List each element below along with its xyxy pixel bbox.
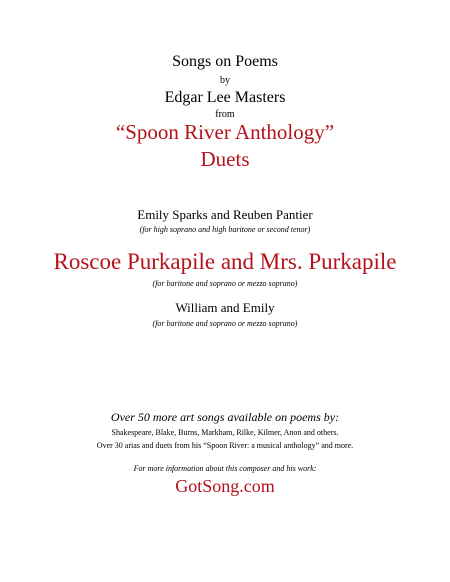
anthology-title: “Spoon River Anthology” [115,120,335,144]
more-info-note: For more information about this composer and his work: [133,464,317,473]
poet-name: Edgar Lee Masters [164,89,286,106]
by-label: by [220,75,230,86]
song-title: Emily Sparks and Reuben Pantier [137,207,313,222]
collection-title: Songs on Poems [172,53,278,70]
duets-subtitle: Duets [200,147,250,171]
arias-note: Over 30 arias and duets from his “Spoon River: a musical anthology” and more. [96,441,354,450]
song-title: William and Emily [175,300,275,315]
website-link[interactable]: GotSong.com [175,476,275,496]
more-songs-headline: Over 50 more art songs available on poems by: [110,410,340,424]
song-voicing: (for baritone and soprano or mezzo soprano) [152,279,298,288]
poets-list: Shakespeare, Blake, Burns, Markham, Rilke, Kilmer, Anon and others. [111,428,339,437]
featured-song-title: Roscoe Purkapile and Mrs. Purkapile [53,249,397,274]
song-voicing: (for baritone and soprano or mezzo soprano) [152,319,298,328]
from-label: from [215,109,235,120]
song-voicing: (for high soprano and high baritone or second tenor) [139,225,311,234]
